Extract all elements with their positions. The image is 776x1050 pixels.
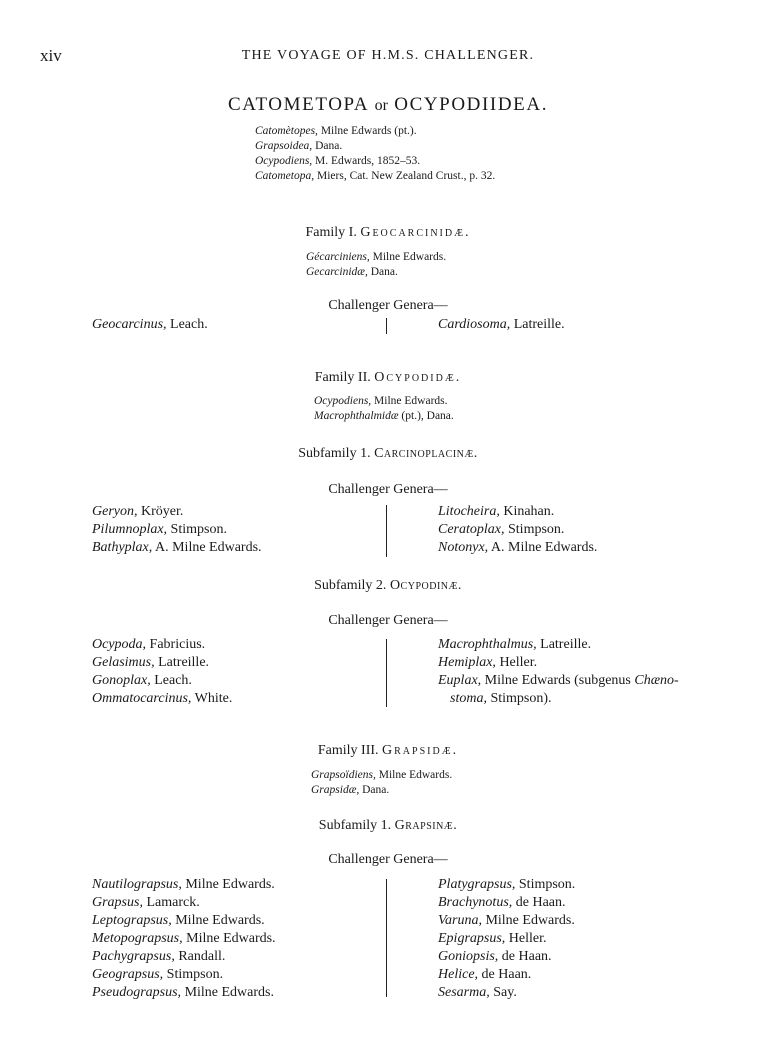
synonym-entry [306, 265, 446, 280]
genus-author: Stimpson. [515, 877, 576, 892]
section-title-a: CATOMETOPA [227, 94, 369, 115]
genus-entry [92, 690, 232, 708]
synonym-author: Dana. [367, 266, 398, 278]
genus-entry [92, 984, 276, 1002]
section-title-or: or [374, 97, 388, 114]
genus-entry [438, 654, 679, 672]
family-1-synonyms [306, 250, 446, 280]
subfamily-label: Subfamily 1. [298, 446, 371, 461]
genus-author: Milne Edwards. [181, 985, 274, 1000]
synonym-entry [311, 768, 452, 783]
genus-name: Platygrapsus, [438, 877, 516, 892]
section-title-b: OCYPODIIDEA. [394, 94, 549, 115]
synonym-name: Ocypodiens, [255, 155, 313, 167]
genus-name: Epigrapsus, [438, 931, 506, 946]
family-1-genera-heading: Challenger Genera— [328, 298, 448, 313]
genus-author: Milne Edwards (subgenus [481, 673, 635, 688]
genus-entry [438, 876, 575, 894]
ocypodinae-genera-right [438, 636, 679, 708]
synonym-author: Dana. [359, 784, 390, 796]
synonym-name: Catometopa, [255, 170, 315, 182]
subfamily-carcinoplacinae-heading [0, 446, 776, 462]
genus-author: Stimpson. [163, 967, 224, 982]
genus-name: Gelasimus, [92, 655, 155, 670]
subfamily-name: Grapsinæ. [394, 818, 458, 833]
synonym-entry [314, 409, 454, 424]
genus-author: Heller. [495, 655, 538, 670]
genus-name: Metopograpsus, [92, 931, 183, 946]
genus-name: Grapsus, [92, 895, 143, 910]
grapsinae-genera-left [92, 876, 276, 1002]
synonym-entry [314, 394, 454, 409]
genus-entry [92, 876, 276, 894]
carcinoplacinae-genera-right [438, 503, 597, 557]
synonym-author: Milne Edwards. [369, 251, 447, 263]
subfamily-name: Ocypodinæ. [389, 578, 462, 593]
column-divider [386, 505, 387, 557]
column-divider [386, 879, 387, 997]
genus-name: Euplax, [438, 673, 482, 688]
genus-author: Stimpson. [167, 522, 227, 537]
carcinoplacinae-genera-left [92, 503, 262, 557]
genus-author: Randall. [174, 949, 226, 964]
family-label: Family II. [314, 370, 371, 385]
genus-author: Latreille. [536, 637, 592, 652]
genus-name: Bathyplax, [92, 540, 153, 555]
subgenus-author: Stimpson). [486, 691, 552, 706]
genus-author: Say. [489, 985, 517, 1000]
genus-author: Milne Edwards. [182, 931, 276, 946]
genus-entry [92, 894, 276, 912]
synonym-name: Grapsoïdiens, [311, 769, 376, 781]
genus-name: Sesarma, [438, 985, 490, 1000]
genus-entry [92, 539, 262, 557]
genus-name: Pachygrapsus, [92, 949, 175, 964]
family-label: Family I. [305, 225, 357, 240]
genus-entry [438, 966, 575, 984]
section-title [0, 94, 776, 116]
genus-name: Nautilograpsus, [92, 877, 182, 892]
synonym-author: Milne Edwards (pt.). [317, 125, 417, 137]
synonym-entry [311, 783, 452, 798]
subfamily-ocypodinae-genera-heading: Challenger Genera— [328, 613, 448, 628]
genus-name: Hemiplax, [438, 655, 496, 670]
synonym-author: Dana. [312, 140, 343, 152]
synonym-entry [255, 139, 495, 154]
genus-name: Helice, [438, 967, 479, 982]
genus-entry [92, 948, 276, 966]
genus-name: Leptograpsus, [92, 913, 172, 928]
genus-entry [438, 894, 575, 912]
synonym-author: (pt.), Dana. [398, 410, 454, 422]
subfamily-ocypodinae-heading [0, 578, 776, 594]
genus-name: Brachynotus, [438, 895, 513, 910]
genus-name: Macrophthalmus, [438, 637, 537, 652]
genus-author: Kröyer. [137, 504, 184, 519]
family-name: Ocypodidæ. [374, 370, 462, 385]
family-name: Geocarcinidæ. [360, 225, 471, 240]
genus-author: Leach. [166, 317, 208, 332]
subfamily-grapsinae-heading [0, 818, 776, 834]
genus-author: Fabricius. [146, 637, 206, 652]
genus-entry [438, 636, 679, 654]
synonym-name: Grapsoidea, [255, 140, 313, 152]
synonym-entry [255, 169, 495, 184]
grapsinae-genera-right [438, 876, 575, 1002]
genus-name: Ocypoda, [92, 637, 147, 652]
genus-author: A. Milne Edwards. [152, 540, 262, 555]
family-3-heading [0, 743, 776, 759]
genus-entry [92, 521, 262, 539]
genus-name: Varuna, [438, 913, 482, 928]
genus-name: Cardiosoma, [438, 317, 511, 332]
synonym-author: Miers, Cat. New Zealand Crust., p. 32. [314, 170, 496, 182]
genus-author: Heller. [505, 931, 547, 946]
subfamily-grapsinae-genera-heading: Challenger Genera— [328, 852, 448, 867]
genus-entry [438, 912, 575, 930]
genus-entry [438, 316, 565, 334]
synonym-name: Ocypodiens, [314, 395, 372, 407]
genus-name: Ceratoplax, [438, 522, 505, 537]
genus-author: Leach. [150, 673, 192, 688]
synonym-name: Grapsidæ, [311, 784, 360, 796]
genus-name: Pseudograpsus, [92, 985, 182, 1000]
family-label: Family III. [317, 743, 379, 758]
genus-author: Milne Edwards. [181, 877, 275, 892]
genus-name: Litocheira, [438, 504, 500, 519]
subfamily-name: Carcinoplacinæ. [374, 446, 478, 461]
genus-name: Notonyx, [438, 540, 489, 555]
synonym-name: Catomètopes, [255, 125, 318, 137]
genus-entry [92, 672, 232, 690]
subgenus-name-part: stoma, [450, 691, 487, 706]
synonym-entry [306, 250, 446, 265]
family-2-heading [0, 370, 776, 386]
genus-entry [92, 654, 232, 672]
genus-entry-euplax [438, 672, 679, 690]
family-2-synonyms [314, 394, 454, 424]
family-name: Grapsidæ. [382, 743, 459, 758]
family-3-synonyms [311, 768, 452, 798]
subfamily-carcinoplacinae-genera-heading: Challenger Genera— [328, 482, 448, 497]
synonym-entry [255, 124, 495, 139]
genus-entry [438, 539, 597, 557]
genus-entry [438, 521, 597, 539]
genus-entry [438, 930, 575, 948]
genus-name: Pilumnoplax, [92, 522, 168, 537]
synonym-name: Gécarciniens, [306, 251, 370, 263]
genus-name: Geograpsus, [92, 967, 164, 982]
page-number: xiv [40, 46, 62, 65]
genus-author: Kinahan. [499, 504, 555, 519]
subfamily-label: Subfamily 1. [318, 818, 392, 833]
genus-author: White. [191, 691, 233, 706]
genus-entry-euplax-continued [438, 690, 679, 708]
section-synonyms [255, 124, 495, 184]
synonym-name: Macrophthalmidæ [314, 410, 399, 422]
genus-name: Geryon, [92, 504, 138, 519]
family-1-genera-left [92, 316, 208, 334]
genus-entry [92, 636, 232, 654]
genus-entry [438, 503, 597, 521]
genus-author: Latreille. [154, 655, 210, 670]
ocypodinae-genera-left [92, 636, 232, 708]
synonym-author: Milne Edwards. [375, 769, 453, 781]
synonym-author: Milne Edwards. [371, 395, 448, 407]
genus-entry [438, 948, 575, 966]
genus-name: Gonoplax, [92, 673, 151, 688]
genus-author: de Haan. [478, 967, 532, 982]
genus-author: de Haan. [498, 949, 552, 964]
synonym-entry [255, 154, 495, 169]
genus-entry [92, 316, 208, 334]
column-divider [386, 639, 387, 707]
genus-entry [92, 966, 276, 984]
genus-entry [92, 930, 276, 948]
genus-name: Ommatocarcinus, [92, 691, 192, 706]
genus-author: de Haan. [512, 895, 566, 910]
genus-author: Milne Edwards. [171, 913, 265, 928]
synonym-author: M. Edwards, 1852–53. [312, 155, 421, 167]
subfamily-label: Subfamily 2. [314, 578, 387, 593]
genus-author: Lamarck. [142, 895, 200, 910]
synonym-name: Gecarcinidæ, [306, 266, 368, 278]
running-title: THE VOYAGE OF H.M.S. CHALLENGER. [241, 48, 535, 63]
genus-entry [92, 912, 276, 930]
family-1-heading [0, 225, 776, 241]
column-divider [386, 318, 387, 334]
genus-entry [92, 503, 262, 521]
genus-author: Latreille. [510, 317, 565, 332]
genus-author: A. Milne Edwards. [488, 540, 598, 555]
genus-author: Stimpson. [504, 522, 565, 537]
family-1-genera-right [438, 316, 565, 334]
genus-name: Geocarcinus, [92, 317, 167, 332]
genus-name: Goniopsis, [438, 949, 499, 964]
genus-author: Milne Edwards. [481, 913, 575, 928]
subgenus-name-part: Chæno- [634, 673, 679, 688]
genus-entry [438, 984, 575, 1002]
